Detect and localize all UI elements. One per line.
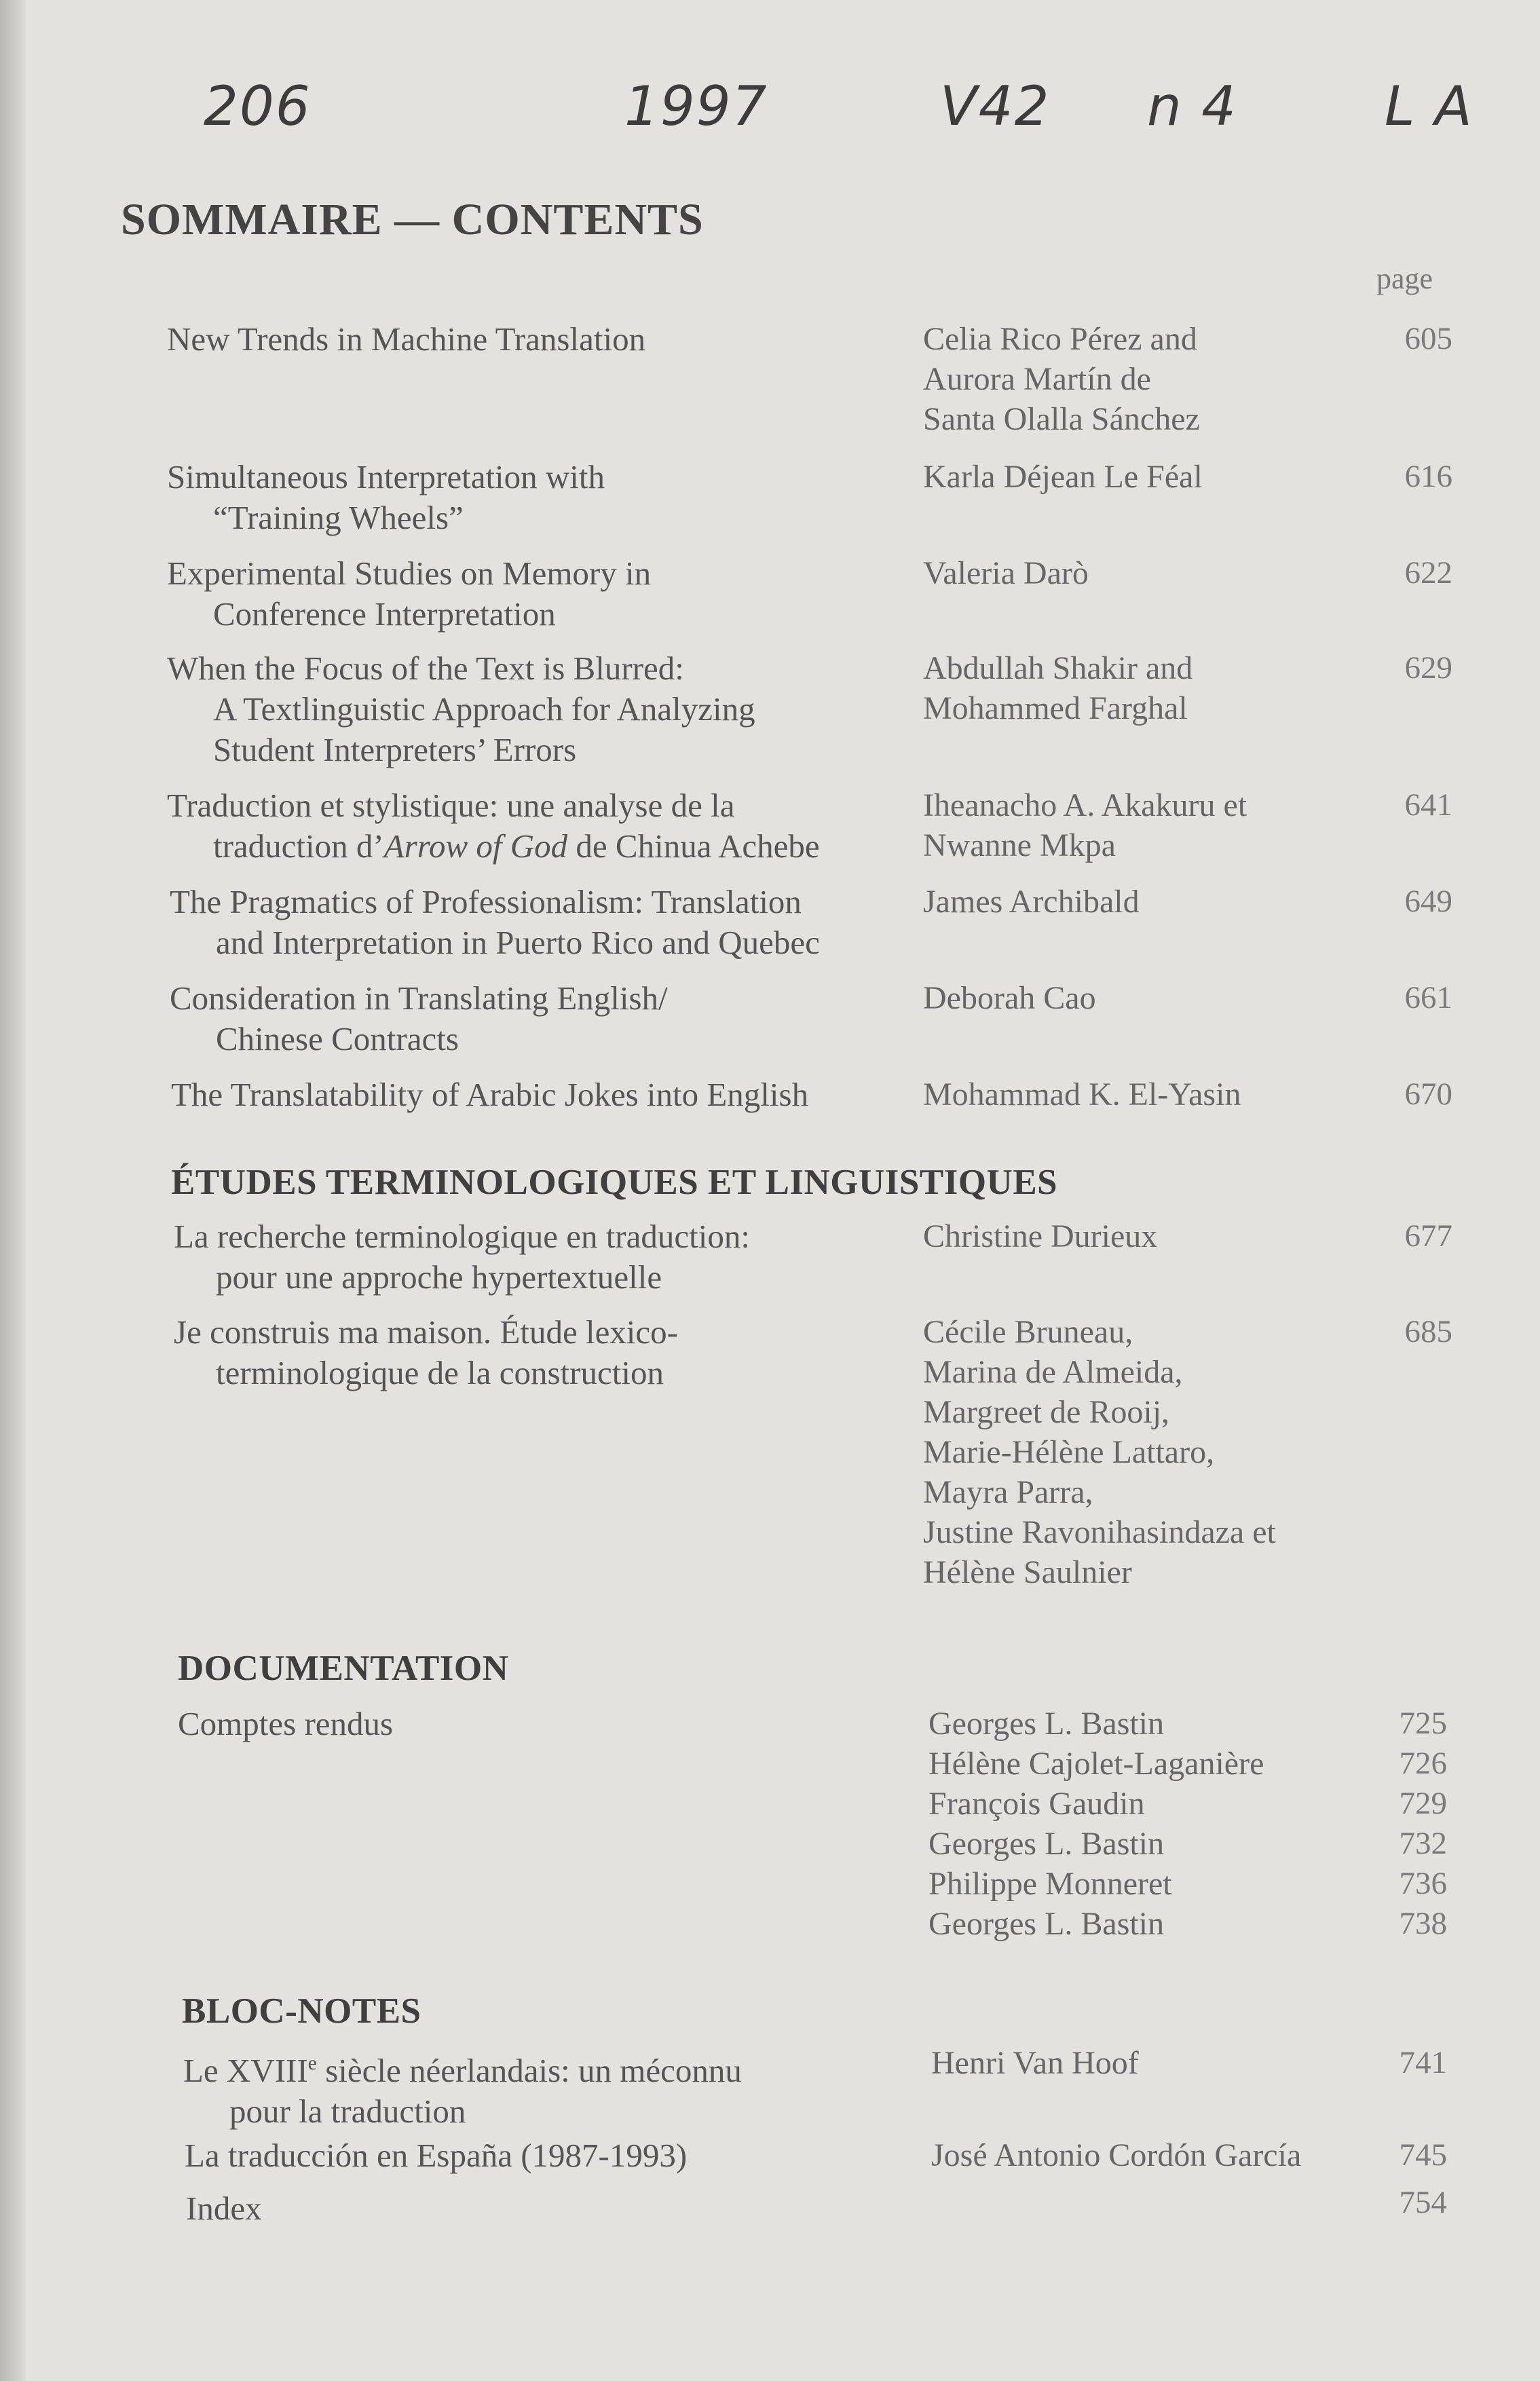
entry-author	[923, 553, 1089, 593]
entry-title	[170, 978, 668, 1060]
review-author: Georges L. Bastin	[928, 1826, 1165, 1862]
review-author: Georges L. Bastin	[928, 1706, 1165, 1742]
title-line: terminologique de la construction	[216, 1354, 664, 1391]
review-page: 736	[1399, 1866, 1447, 1901]
section-heading-documentation: DOCUMENTATION	[178, 1649, 509, 1688]
section-heading-bloc-notes: BLOC-NOTES	[182, 1991, 421, 2031]
author-line: Deborah Cao	[923, 980, 1096, 1016]
handwritten-note-volume: V42	[940, 75, 1051, 138]
entry-title	[167, 319, 645, 360]
title-line: pour la traduction	[229, 2093, 466, 2130]
entry-title	[170, 882, 820, 963]
entry-title	[167, 648, 755, 770]
title-line: New Trends in Machine Translation	[167, 320, 646, 358]
review-page: 732	[1399, 1826, 1447, 1861]
author-line: Justine Ravonihasindaza et	[923, 1514, 1276, 1550]
title-line: Chinese Contracts	[216, 1020, 459, 1057]
title-line: A Textlinguistic Approach for Analyzing	[213, 690, 755, 728]
author-line: Iheanacho A. Akakuru et	[923, 787, 1247, 823]
author-line: José Antonio Cordón García	[931, 2137, 1302, 2173]
title-line: Comptes rendus	[178, 1705, 394, 1742]
author-line: Mohammad K. El-Yasin	[923, 1076, 1241, 1112]
page-title: SOMMAIRE — CONTENTS	[121, 195, 704, 244]
handwritten-note-number: 206	[204, 75, 312, 138]
title-line: La traducción en España (1987-1993)	[185, 2137, 688, 2174]
review-page: 729	[1399, 1786, 1447, 1821]
review-author: Hélène Cajolet-Laganière	[928, 1746, 1264, 1782]
entry-page-number: 685	[1404, 1314, 1452, 1349]
entry-page-number: 670	[1404, 1076, 1452, 1112]
entry-page-number: 641	[1404, 787, 1452, 823]
entry-author	[923, 882, 1140, 922]
entry-page-number: 616	[1404, 459, 1452, 494]
title-line: traduction d’Arrow of God de Chinua Achebe	[213, 827, 820, 865]
entry-page-number: 629	[1404, 650, 1452, 686]
entry-page-number: 605	[1404, 321, 1452, 356]
entry-title	[167, 785, 820, 867]
author-line: Aurora Martín de	[923, 361, 1151, 397]
entry-title	[186, 2188, 262, 2229]
review-author: Philippe Monneret	[928, 1866, 1172, 1902]
title-line: La recherche terminologique en traduction:	[174, 1218, 750, 1255]
author-line: Christine Durieux	[923, 1218, 1158, 1254]
review-pages	[1379, 1704, 1447, 1944]
review-page: 726	[1399, 1746, 1447, 1781]
entry-author	[923, 785, 1247, 865]
title-line: The Pragmatics of Professionalism: Translation	[170, 883, 802, 920]
entry-title	[178, 1704, 393, 1744]
author-line: Valeria Darò	[923, 555, 1089, 591]
title-line: Consideration in Translating English/	[170, 979, 668, 1017]
handwritten-note-initials: L A	[1385, 75, 1473, 138]
author-line: Nwanne Mkpa	[923, 827, 1116, 863]
title-line: Je construis ma maison. Étude lexico-	[174, 1313, 678, 1351]
entry-author	[931, 2135, 1301, 2175]
entry-author	[931, 2043, 1139, 2083]
author-line: Henri Van Hoof	[931, 2045, 1139, 2081]
author-line: Santa Olalla Sánchez	[923, 401, 1200, 437]
author-line: Margreet de Rooij,	[923, 1394, 1170, 1430]
page-column-label: page	[1376, 262, 1433, 295]
title-line: Le XVIIIe siècle néerlandais: un méconnu	[183, 2052, 742, 2089]
author-line: Marie-Hélène Lattaro,	[923, 1434, 1215, 1470]
entry-page-number: 745	[1399, 2137, 1447, 2173]
handwritten-note-issue: n 4	[1147, 75, 1238, 138]
author-line: Hélène Saulnier	[923, 1554, 1132, 1590]
entry-title	[183, 2043, 742, 2132]
entry-author	[923, 457, 1203, 497]
title-line: When the Focus of the Text is Blurred:	[167, 650, 684, 687]
review-page: 725	[1399, 1706, 1447, 1741]
entry-author	[923, 1312, 1276, 1592]
author-line: Mayra Parra,	[923, 1474, 1093, 1510]
entry-title	[167, 553, 651, 635]
title-line: The Translatability of Arabic Jokes into English	[171, 1076, 809, 1113]
book-title: Arrow of God	[383, 827, 568, 865]
review-author: François Gaudin	[928, 1786, 1145, 1822]
entry-page-number: 677	[1404, 1218, 1452, 1254]
entry-title	[167, 457, 605, 538]
entry-author	[923, 319, 1200, 439]
entry-title	[185, 2135, 687, 2176]
entry-author	[923, 1216, 1157, 1256]
title-line: Student Interpreters’ Errors	[213, 731, 577, 768]
entry-page-number: 661	[1404, 980, 1452, 1015]
review-page: 738	[1399, 1906, 1447, 1941]
title-line: Index	[186, 2190, 262, 2227]
review-author: Georges L. Bastin	[928, 1906, 1165, 1942]
section-heading-etudes: ÉTUDES TERMINOLOGIQUES ET LINGUISTIQUES	[171, 1163, 1058, 1202]
entry-page-number: 649	[1404, 884, 1452, 919]
entry-title	[171, 1074, 808, 1115]
author-line: Mohammed Farghal	[923, 690, 1188, 726]
title-line: and Interpretation in Puerto Rico and Quebec	[216, 924, 820, 961]
entry-title	[174, 1216, 750, 1298]
author-line: Cécile Bruneau,	[923, 1314, 1133, 1350]
entry-title	[174, 1312, 678, 1393]
entry-author	[923, 1074, 1241, 1114]
binding-shadow	[0, 0, 26, 2381]
entry-author	[923, 648, 1192, 728]
title-line: Simultaneous Interpretation with	[167, 458, 605, 495]
entry-page-number: 741	[1399, 2045, 1447, 2080]
title-line: Conference Interpretation	[213, 595, 556, 633]
entry-author	[923, 978, 1096, 1018]
author-line: Abdullah Shakir and	[923, 650, 1193, 686]
author-line: Marina de Almeida,	[923, 1354, 1183, 1390]
title-line: Experimental Studies on Memory in	[167, 555, 652, 592]
review-authors	[928, 1704, 1264, 1944]
title-line: “Training Wheels”	[213, 499, 464, 536]
title-line: Traduction et stylistique: une analyse de la	[167, 787, 735, 824]
entry-page-number: 754	[1399, 2185, 1447, 2220]
handwritten-note-year: 1997	[624, 75, 768, 138]
entry-page-number: 622	[1404, 555, 1452, 590]
author-line: James Archibald	[923, 884, 1140, 920]
author-line: Celia Rico Pérez and	[923, 321, 1197, 357]
title-line: pour une approche hypertextuelle	[216, 1258, 662, 1296]
author-line: Karla Déjean Le Féal	[923, 459, 1203, 495]
